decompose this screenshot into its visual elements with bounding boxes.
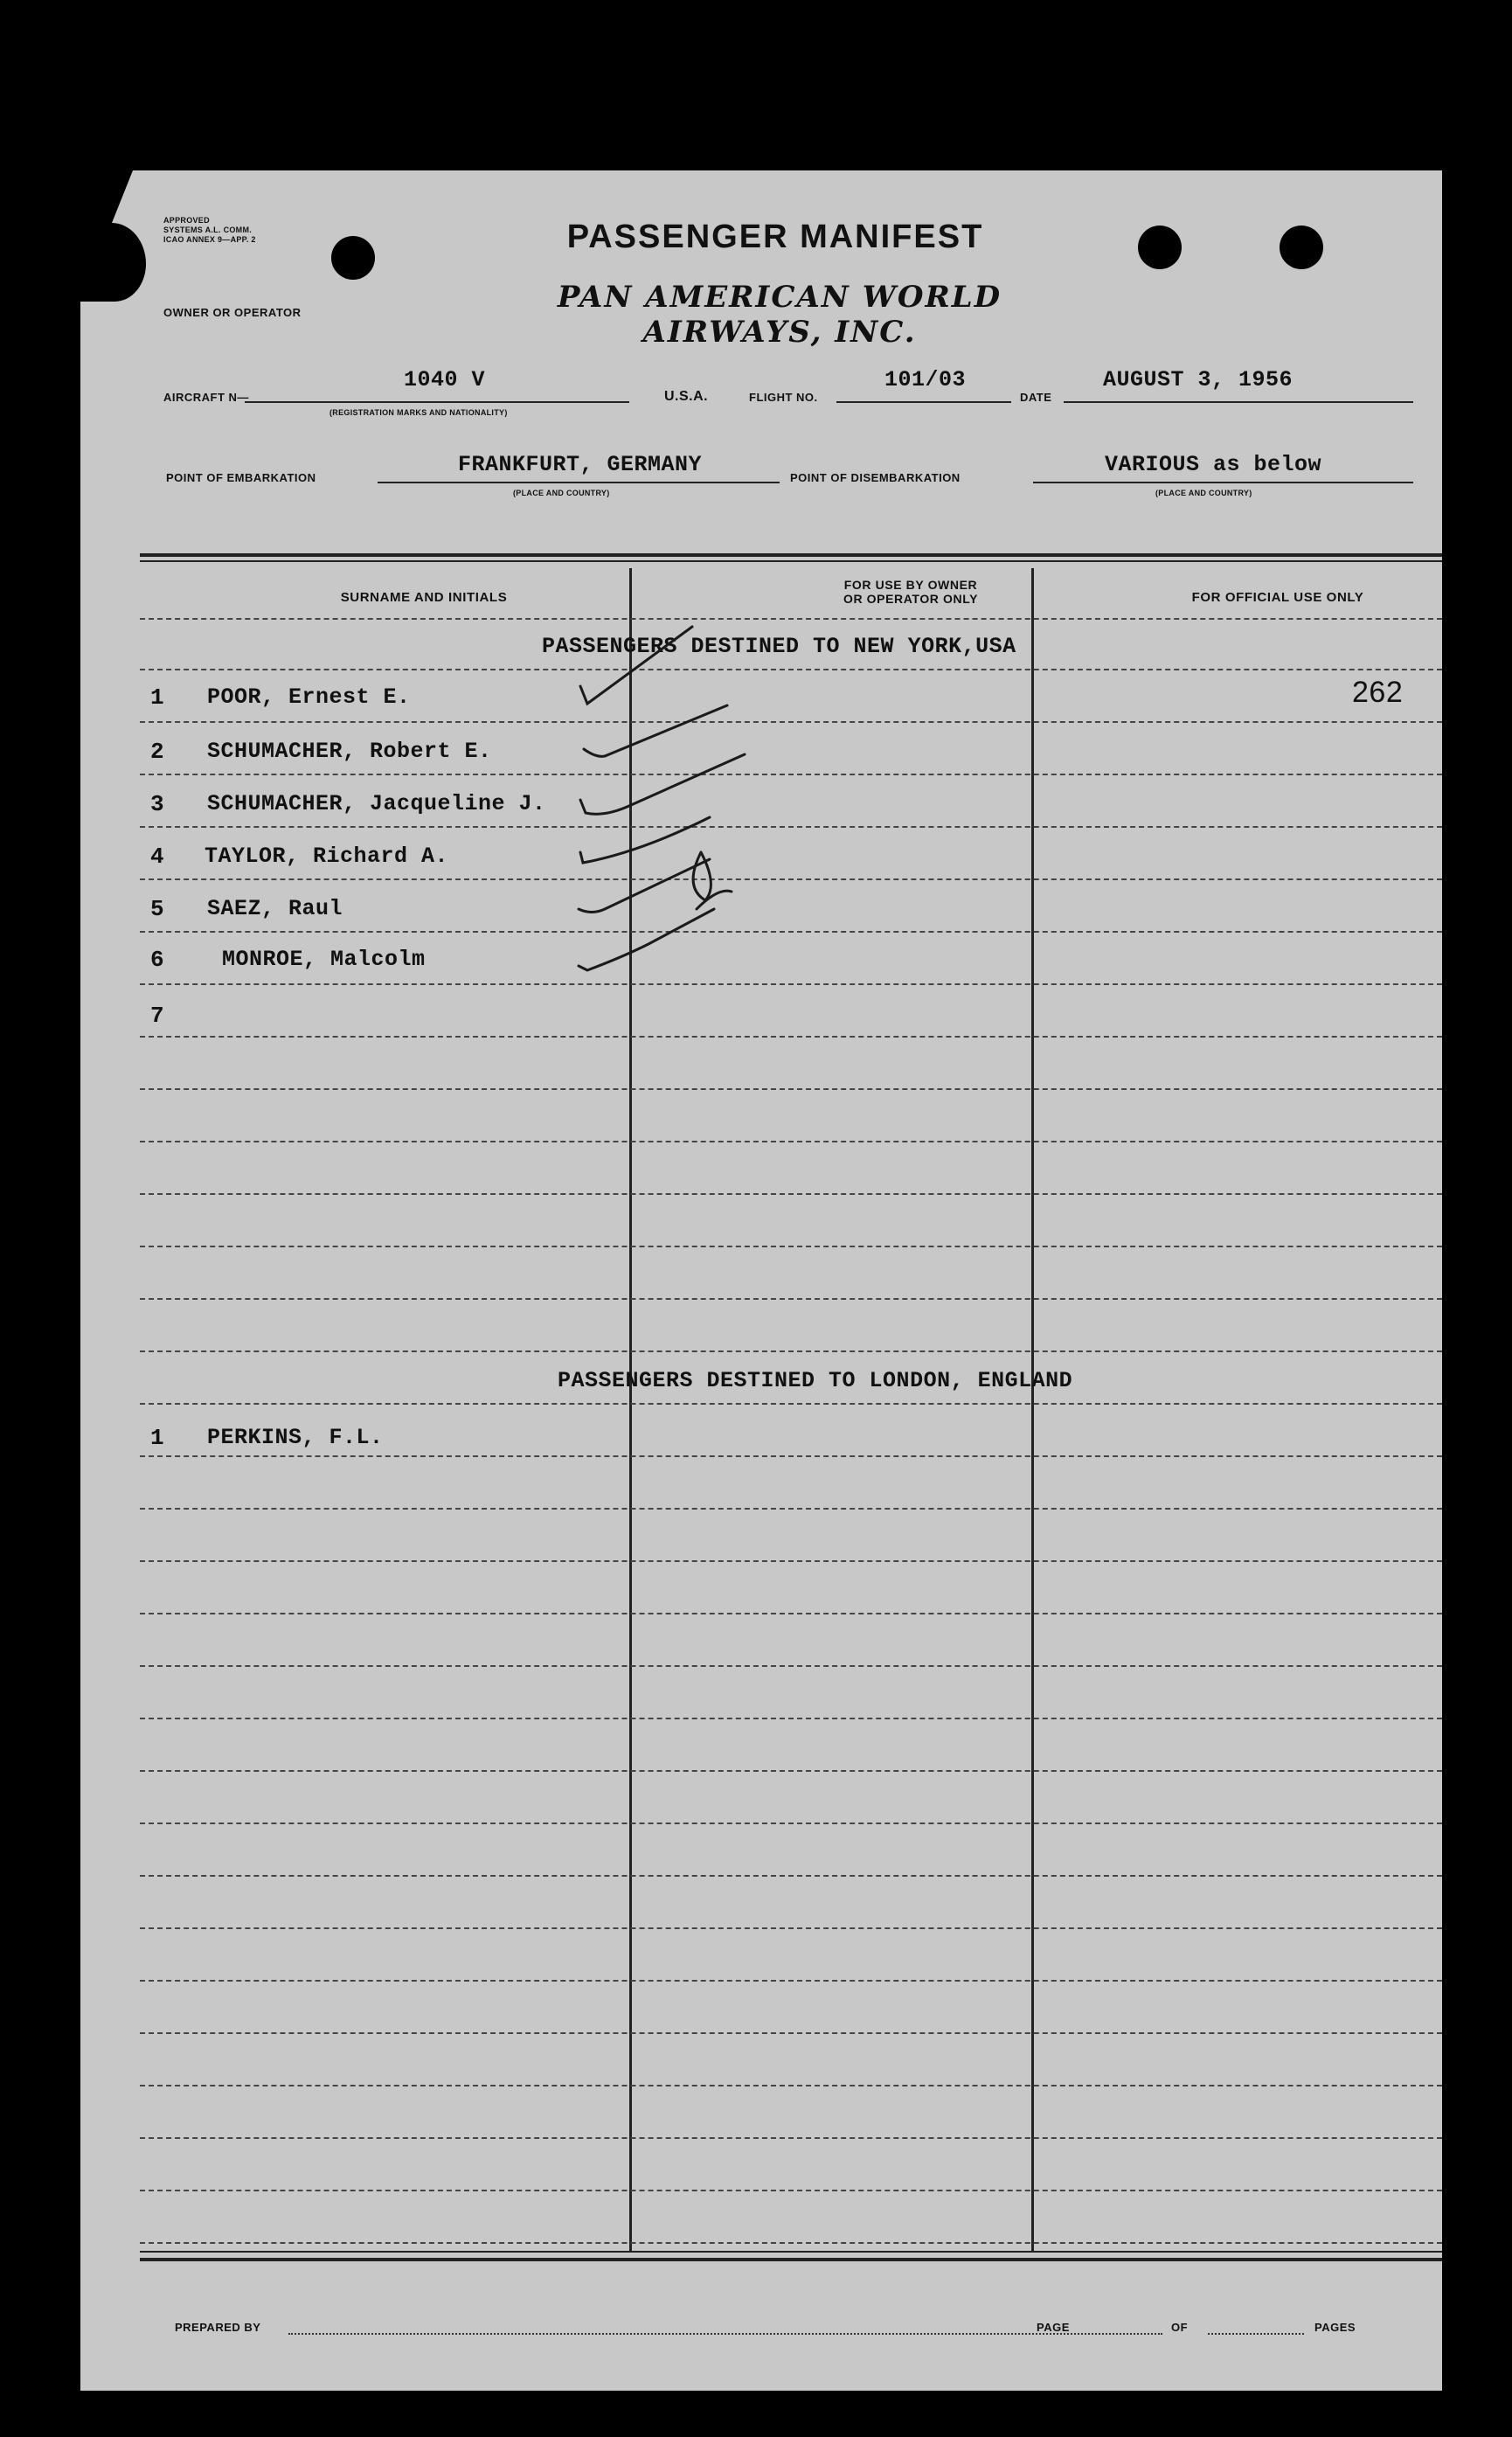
embarkation-label: POINT OF EMBARKATION	[166, 471, 316, 484]
aircraft-label: AIRCRAFT N—	[163, 391, 249, 404]
table-bottom-rule-2	[140, 2258, 1442, 2261]
punch-hole-left	[331, 236, 375, 280]
manifest-sheet	[80, 170, 1442, 2391]
row-line	[140, 1613, 1442, 1614]
row-line	[140, 1508, 1442, 1510]
row-line	[140, 1875, 1442, 1877]
date-label: DATE	[1020, 391, 1052, 404]
row-line	[140, 1665, 1442, 1667]
row-line	[140, 1718, 1442, 1719]
approved-line-1: APPROVED	[163, 216, 210, 225]
date-underline	[1064, 401, 1413, 403]
pages-label: PAGES	[1314, 2321, 1356, 2334]
disembarkation-caption: (PLACE AND COUNTRY)	[1155, 489, 1252, 497]
flight-underline	[836, 401, 1011, 403]
passenger-name: SAEZ, Raul	[207, 896, 343, 921]
column-header-official-use: FOR OFFICIAL USE ONLY	[1191, 590, 1364, 605]
punch-hole-middle	[1138, 226, 1182, 269]
column-header-owner-use-1: FOR USE BY OWNER	[843, 578, 978, 592]
disembarkation-underline	[1033, 482, 1413, 483]
disembarkation-label: POINT OF DISEMBARKATION	[790, 471, 961, 484]
aircraft-value: 1040 V	[404, 367, 486, 392]
row-line	[140, 2190, 1442, 2191]
row-number: 2	[150, 739, 164, 765]
approved-line-2: SYSTEMS A.L. COMM.	[163, 226, 253, 234]
embarkation-underline	[378, 482, 780, 483]
page-title: PASSENGER MANIFEST	[566, 219, 984, 255]
owner-label: OWNER OR OPERATOR	[163, 306, 302, 319]
usa-label: U.S.A.	[664, 389, 709, 404]
row-number: 7	[150, 1003, 164, 1029]
handwritten-check-marks	[570, 555, 850, 1045]
row-line	[140, 2137, 1442, 2139]
passenger-name: TAYLOR, Richard A.	[205, 844, 449, 869]
of-label: OF	[1171, 2321, 1189, 2334]
section-heading-london: PASSENGERS DESTINED TO LONDON, ENGLAND	[558, 1368, 1073, 1393]
column-divider-2	[1031, 568, 1034, 2251]
table-bottom-rule	[140, 2251, 1442, 2253]
row-line	[140, 1455, 1442, 1457]
airline-name: PAN AMERICAN WORLD AIRWAYS, INC.	[557, 280, 1002, 350]
row-line	[140, 1350, 1442, 1352]
column-header-surname: SURNAME AND INITIALS	[340, 590, 508, 605]
aircraft-underline	[245, 401, 629, 403]
row-line	[140, 1770, 1442, 1772]
row-line	[140, 1193, 1442, 1195]
row-line	[140, 1141, 1442, 1142]
passenger-name: SCHUMACHER, Jacqueline J.	[207, 791, 546, 816]
row-number: 1	[150, 1425, 164, 1451]
column-header-owner-use-2: OR OPERATOR ONLY	[843, 592, 979, 606]
flight-label: FLIGHT NO.	[749, 391, 818, 404]
row-line	[140, 1823, 1442, 1824]
row-line	[140, 2032, 1442, 2034]
prepared-by-line	[288, 2333, 1162, 2335]
row-number: 1	[150, 684, 164, 711]
approved-line-3: ICAO ANNEX 9—APP. 2	[163, 235, 256, 244]
row-line	[140, 1298, 1442, 1300]
official-number: 262	[1352, 676, 1404, 709]
row-line	[140, 1980, 1442, 1982]
passenger-name: POOR, Ernest E.	[207, 684, 411, 710]
row-line	[140, 1560, 1442, 1562]
passenger-name: MONROE, Malcolm	[222, 947, 426, 972]
row-number: 3	[150, 791, 164, 817]
pages-line	[1208, 2333, 1304, 2335]
date-value: AUGUST 3, 1956	[1103, 367, 1294, 392]
passenger-name: PERKINS, F.L.	[207, 1425, 384, 1450]
embarkation-caption: (PLACE AND COUNTRY)	[513, 489, 610, 497]
embarkation-value: FRANKFURT, GERMANY	[458, 452, 703, 477]
row-line	[140, 1088, 1442, 1090]
disembarkation-value: VARIOUS as below	[1105, 452, 1322, 477]
row-line	[140, 1403, 1442, 1405]
prepared-by-label: PREPARED BY	[175, 2321, 261, 2334]
row-line	[140, 2085, 1442, 2086]
passenger-name: SCHUMACHER, Robert E.	[207, 739, 492, 764]
row-number: 6	[150, 947, 164, 973]
punch-hole-right	[1280, 226, 1323, 269]
registration-caption: (REGISTRATION MARKS AND NATIONALITY)	[329, 408, 508, 417]
row-number: 4	[150, 844, 164, 870]
flight-value: 101/03	[884, 367, 967, 392]
row-line	[140, 1246, 1442, 1247]
row-line	[140, 2242, 1442, 2244]
row-number: 5	[150, 896, 164, 922]
page-label: PAGE	[1037, 2321, 1070, 2334]
torn-corner-edge	[80, 223, 146, 302]
row-line	[140, 1927, 1442, 1929]
section-heading-new-york: PASSENGERS DESTINED TO NEW YORK,USA	[542, 634, 1016, 659]
